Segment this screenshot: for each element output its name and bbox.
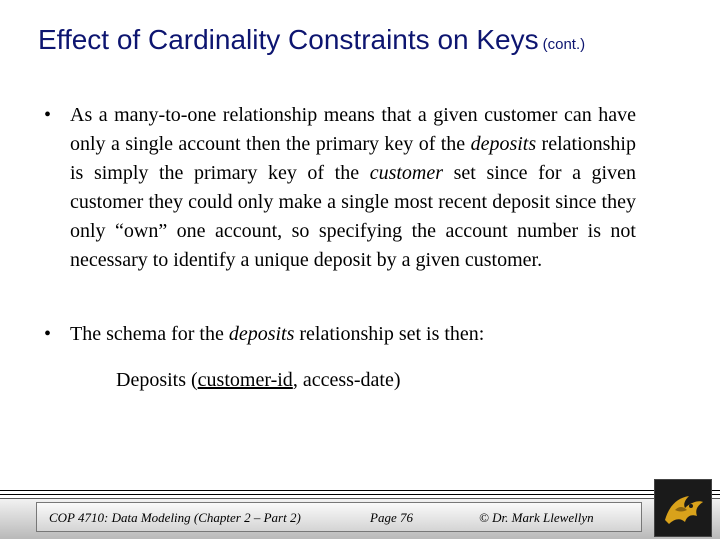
pegasus-logo-icon xyxy=(654,479,712,537)
bullet-1-em-customer: customer xyxy=(369,162,444,184)
bullet-1-em-deposits: deposits xyxy=(470,133,537,155)
slide-footer xyxy=(0,498,720,539)
bullet-marker: • xyxy=(44,323,52,345)
bullet-1 xyxy=(44,101,636,275)
title-sub: (cont.) xyxy=(542,36,586,53)
bullet-2-text xyxy=(70,320,636,349)
bullet-2 xyxy=(44,320,636,349)
bullet-marker: • xyxy=(44,104,52,126)
bullet-2-pre: The schema for the xyxy=(70,323,229,345)
schema-name: Deposits ( xyxy=(116,369,198,391)
schema-primary-key: customer-id xyxy=(197,369,293,391)
footer-page: Page 76 xyxy=(370,510,413,525)
bullet-1-pre: As a many-to-one relationship means that a given customer can have only a single account then the primary key of the xyxy=(70,104,636,155)
schema-rest: , access-date) xyxy=(292,369,401,391)
slide-title xyxy=(38,24,698,56)
bullet-2-post: relationship set is then: xyxy=(294,323,485,345)
footer-divider-top xyxy=(0,490,720,491)
footer-author: © Dr. Mark Llewellyn xyxy=(479,510,594,525)
title-main: Effect of Cardinality Constraints on Keys xyxy=(38,24,539,55)
pegasus-logo-graphic xyxy=(655,480,711,536)
schema-definition xyxy=(116,369,401,392)
bullet-1-text xyxy=(70,101,636,275)
bullet-2-em-deposits: deposits xyxy=(228,323,295,345)
footer-divider-bottom xyxy=(0,494,720,495)
bullet-1-post: set since for a given customer they could only make a single most recent deposit since they only “own” one account, so specifying the account number is not necessary to identify a unique deposit by a given customer. xyxy=(70,162,636,271)
bullet-1-mid: relationship is simply the primary key of the xyxy=(70,133,636,184)
footer-course: COP 4710: Data Modeling (Chapter 2 – Part 2) xyxy=(49,510,301,525)
footer-box xyxy=(36,502,642,532)
